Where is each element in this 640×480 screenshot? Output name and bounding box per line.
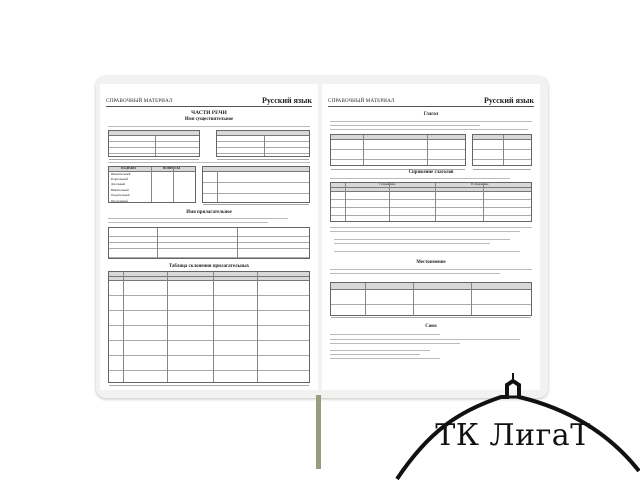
case-1: Именительный <box>111 171 131 176</box>
section-pronoun-title: Местоимение <box>416 260 446 265</box>
conjugation-1-header: I спряжение <box>379 182 396 186</box>
noun-table-right <box>216 130 310 157</box>
cases-table <box>108 166 196 203</box>
section-conjunction-title: Союз <box>425 324 437 329</box>
right-page-header <box>328 92 534 107</box>
conjugation-table <box>330 182 532 222</box>
case-4: Винительный <box>111 187 129 192</box>
pronoun-table <box>330 282 532 316</box>
verb-forms-table <box>330 134 466 166</box>
case-6: Предложный <box>111 198 128 203</box>
watermark-text: ТК ЛигаТ <box>435 418 591 453</box>
case-2: Родительный <box>111 177 128 181</box>
right-header-title: Русский язык <box>484 96 534 105</box>
left-page-header <box>106 92 312 107</box>
right-page <box>322 84 540 390</box>
left-page <box>100 84 318 390</box>
section-noun-title: Имя существительное <box>184 117 234 122</box>
declension-types-table <box>202 166 310 203</box>
right-header-small: СПРАВОЧНЫЙ МАТЕРИАЛ <box>328 99 395 104</box>
section-conjugation-title: Спряжение глаголов <box>408 170 454 175</box>
case-5: Творительный <box>111 193 130 198</box>
left-header-title: Русский язык <box>262 96 312 105</box>
cases-header: ПАДЕЖИ <box>121 166 136 170</box>
left-page-title: ЧАСТИ РЕЧИ <box>191 110 227 116</box>
section-verb-title: Глагол <box>423 112 439 117</box>
adjective-declension-table <box>108 271 310 383</box>
questions-header: ВОПРОСЫ <box>163 166 180 170</box>
noun-definition <box>108 124 310 125</box>
conjugation-2-header: II спряжение <box>471 182 489 186</box>
adjective-table <box>108 227 310 259</box>
section-adjective-title: Имя прилагательное <box>186 210 232 215</box>
section-adjective-declension-title: Таблица склонения прилагательных <box>168 264 250 269</box>
case-3: Дательный <box>111 182 126 187</box>
verb-endings-table <box>472 134 532 166</box>
noun-table-left <box>108 130 200 157</box>
left-header-small: СПРАВОЧНЫЙ МАТЕРИАЛ <box>106 99 173 104</box>
bookmark-ribbon <box>316 395 321 469</box>
